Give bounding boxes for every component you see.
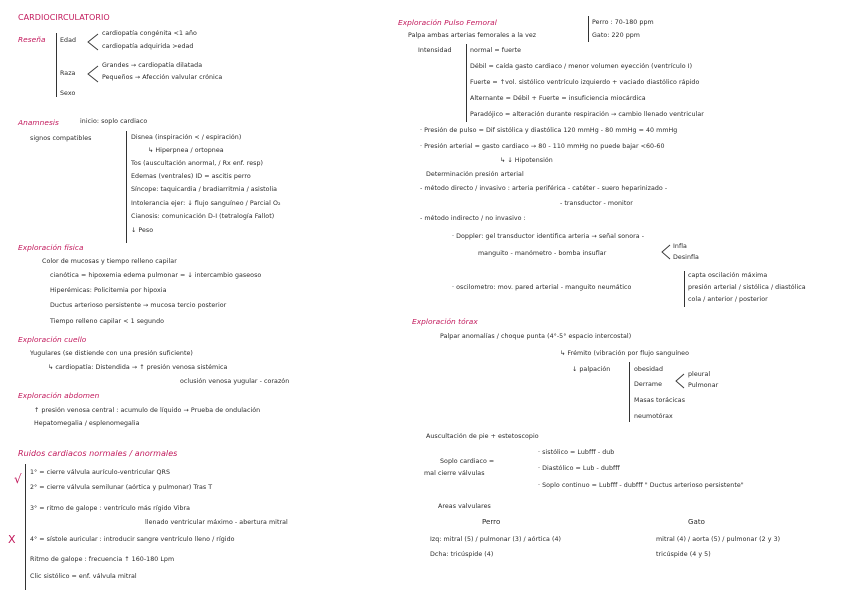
- derrame-pleural: pleural: [688, 371, 711, 378]
- intensidad-1: normal = fuerte: [470, 47, 522, 54]
- ruido-3b: llenado ventricular máximo - abertura mitral: [145, 519, 288, 526]
- intensidad-4: Alternante = Débil + Fuerte = insuficiencia miocárdica: [470, 95, 646, 102]
- raza-item-2: Pequeños → Afección valvular crónica: [102, 74, 223, 81]
- palpacion-neumotorax: neumotórax: [634, 413, 673, 420]
- torax-palpacion: ↓ palpación: [572, 366, 611, 373]
- palpacion-obesidad: obesidad: [634, 366, 664, 373]
- oscil-item-1: capta oscilación máxima: [688, 272, 768, 279]
- areas-gato: Gato: [688, 518, 705, 526]
- intensidad-3: Fuerte = ↑vol. sistólico ventrículo izquierdo + vaciado diastólico rápido: [470, 79, 700, 86]
- infla: Infla: [673, 243, 687, 250]
- palpacion-derrame: Derrame: [634, 381, 663, 388]
- soplo-continuo: · Soplo continuo = Lubfff - dubfff " Ductus arterioso persistente": [538, 482, 744, 489]
- signo-6: Intolerancia ejer: ↓ flujo sanguíneo / Parcial O₂: [131, 200, 281, 207]
- intensidad-2: Débil = caída gasto cardiaco / menor volumen eyección (ventrículo I): [470, 63, 693, 70]
- heading-cuello: Exploración cuello: [18, 335, 87, 344]
- derrame-brace: [674, 372, 686, 390]
- cross-mark: X: [8, 533, 16, 546]
- hipotension: ↳ ↓ Hipotensión: [500, 157, 553, 164]
- edad-brace: [86, 32, 100, 52]
- torax-palpar: Palpar anomalías / choque punta (4°-5° espacio intercostal): [440, 333, 632, 340]
- heading-fisica: Exploración física: [18, 243, 84, 252]
- ruido-galope: Ritmo de galope : frecuencia ↑ 160-180 Lpm: [30, 556, 175, 563]
- edad-label: Edad: [60, 37, 77, 44]
- fisica-line-4: Ductus arterioso persistente → mucosa tercio posterior: [50, 302, 227, 309]
- soplo-2: mal cierre válvulas: [424, 470, 485, 477]
- ruido-2: 2° = cierre válvula semilunar (aórtica y pulmonar) Tras T: [30, 484, 213, 491]
- oscil-item-2: presión arterial / sistólica / diastólica: [688, 284, 806, 291]
- derrame-pulmonar: Pulmonar: [688, 382, 719, 389]
- abdomen-line-1: ↑ presión venosa central : acumulo de líquido → Prueba de ondulación: [34, 407, 261, 414]
- determinacion-presion: Determinación presión arterial: [426, 171, 524, 178]
- heading-anamnesis: Anamnesis: [18, 118, 59, 127]
- areas-valvulares: Areas valvulares: [438, 503, 491, 510]
- intensidad-label: Intensidad: [418, 47, 452, 54]
- raza-item-1: Grandes → cardiopatía dilatada: [102, 62, 203, 69]
- palpacion-bar: [629, 362, 630, 422]
- palpacion-masas: Masas torácicas: [634, 397, 686, 404]
- oscil-bar: [684, 271, 685, 307]
- raza-brace: [86, 64, 100, 84]
- oscil-item-3: cola / anterior / posterior: [688, 296, 768, 303]
- heading-ruidos: Ruidos cardiacos normales / anormales: [18, 449, 178, 458]
- fisica-line-5: Tiempo relleno capilar < 1 segundo: [50, 318, 165, 325]
- signo-4: Edemas (ventrales) ID = ascitis perro: [131, 173, 251, 180]
- signos-bar: [126, 131, 127, 243]
- raza-label: Raza: [60, 70, 76, 77]
- perro-izq: Izq: mitral (5) / pulmonar (3) / aórtica (4): [430, 536, 562, 543]
- presion-arterial: · Presión arterial = gasto cardiaco → 80 - 110 mmHg no puede bajar <60-60: [420, 143, 665, 150]
- doppler-2: manguito - manómetro - bomba insuflar: [478, 250, 607, 257]
- edad-item-2: cardiopatía adquirida >edad: [102, 43, 194, 50]
- ruido-1: 1° = cierre válvula aurículo-ventricular QRS: [30, 469, 171, 476]
- signo-1: Disnea (inspiración < / espiración): [131, 134, 242, 141]
- signo-7: Cianosis: comunicación D-I (tetralogía Fallot): [131, 213, 275, 220]
- perro-dcha: Dcha: tricúspide (4): [430, 551, 494, 558]
- cuello-line-1: Yugulares (se distiende con una presión suficiente): [30, 350, 193, 357]
- oscilometro: · oscilometro: mov. pared arterial - manguito neumático: [452, 284, 632, 291]
- presion-pulso: · Presión de pulso = Dif sistólica y diastólica 120 mmHg - 80 mmHg = 40 mmHg: [420, 127, 678, 134]
- sexo-label: Sexo: [60, 90, 76, 97]
- doppler-1: · Doppler: gel transductor identifica arteria → señal sonora -: [452, 233, 645, 240]
- metodo-directo-transductor: - transductor - monitor: [560, 200, 633, 207]
- title-cardiocirculatorio: CARDIOCIRCULATORIO: [18, 13, 110, 22]
- infla-brace: [660, 243, 672, 261]
- perro-ppm: Perro : 70-180 ppm: [592, 19, 654, 26]
- pulso-palpa: Palpa ambas arterias femorales a la vez: [408, 32, 537, 39]
- signos-label: signos compatibles: [30, 135, 92, 142]
- gato-izq: mitral (4) / aorta (5) / pulmonar (2 y 3): [656, 536, 781, 543]
- metodo-directo: - método directo / invasivo : arteria periférica - catéter - suero heparinizado -: [420, 185, 668, 192]
- signo-3: Tos (auscultación anormal, / Rx enf. resp): [131, 160, 264, 167]
- ruido-4: 4° = sístole auricular : introducir sangre ventrículo lleno / rígido: [30, 536, 235, 543]
- auscultacion: Auscultación de pie + estetoscopio: [426, 433, 539, 440]
- cuello-line-2: ↳ cardiopatía: Distendida → ↑ presión venosa sistémica: [48, 364, 228, 371]
- fisica-line-1: Color de mucosas y tiempo relleno capilar: [42, 258, 177, 265]
- soplo-sistolico: · sistólico = Lubfff - dub: [538, 449, 615, 456]
- heading-torax: Exploración tórax: [412, 317, 478, 326]
- signo-2: ↳ Hiperpnea / ortopnea: [148, 147, 224, 154]
- ruido-clic: Clic sistólico = enf. válvula mitral: [30, 573, 137, 580]
- cuello-line-3: oclusión venosa yugular - corazón: [180, 378, 290, 385]
- areas-perro: Perro: [482, 518, 501, 526]
- ruidos-bar: [25, 464, 26, 590]
- soplo-diastolico: · Diastólico = Lub - dubfff: [538, 465, 620, 472]
- intensidad-5: Paradójico = alteración durante respiración → cambio llenado ventricular: [470, 111, 704, 118]
- soplo-1: Soplo cardiaco =: [440, 458, 495, 465]
- signo-5: Síncope: taquicardia / bradiarritmia / asistolia: [131, 186, 278, 193]
- anamnesis-inicio: inicio: soplo cardiaco: [80, 118, 148, 125]
- heading-abdomen: Exploración abdomen: [18, 391, 100, 400]
- torax-fremito: ↳ Frémito (vibración por flujo sanguíneo: [560, 350, 689, 357]
- metodo-indirecto: - método indirecto / no invasivo :: [420, 215, 526, 222]
- gato-ppm: Gato: 220 ppm: [592, 32, 640, 39]
- pulso-ppm-bar: [588, 16, 589, 42]
- ruido-3: 3° = ritmo de galope : ventrículo más rígido Vibra: [30, 505, 191, 512]
- edad-item-1: cardiopatía congénita <1 año: [102, 30, 197, 37]
- fisica-line-3: Hiperémicas: Policitemia por hipoxia: [50, 287, 167, 294]
- resena-bar: [56, 33, 57, 97]
- heading-pulso-femoral: Exploración Pulso Femoral: [398, 18, 497, 27]
- gato-dcha: tricúspide (4 y 5): [656, 551, 711, 558]
- check-mark: √: [14, 472, 22, 486]
- fisica-line-2: cianótica = hipoxemia edema pulmonar = ↓ intercambio gaseoso: [50, 272, 262, 279]
- signo-8: ↓ Peso: [131, 227, 154, 234]
- heading-resena: Reseña: [18, 35, 46, 44]
- desinfla: Desinfla: [673, 254, 699, 261]
- abdomen-line-2: Hepatomegalia / esplenomegalia: [34, 420, 140, 427]
- intensidad-bar: [466, 44, 467, 122]
